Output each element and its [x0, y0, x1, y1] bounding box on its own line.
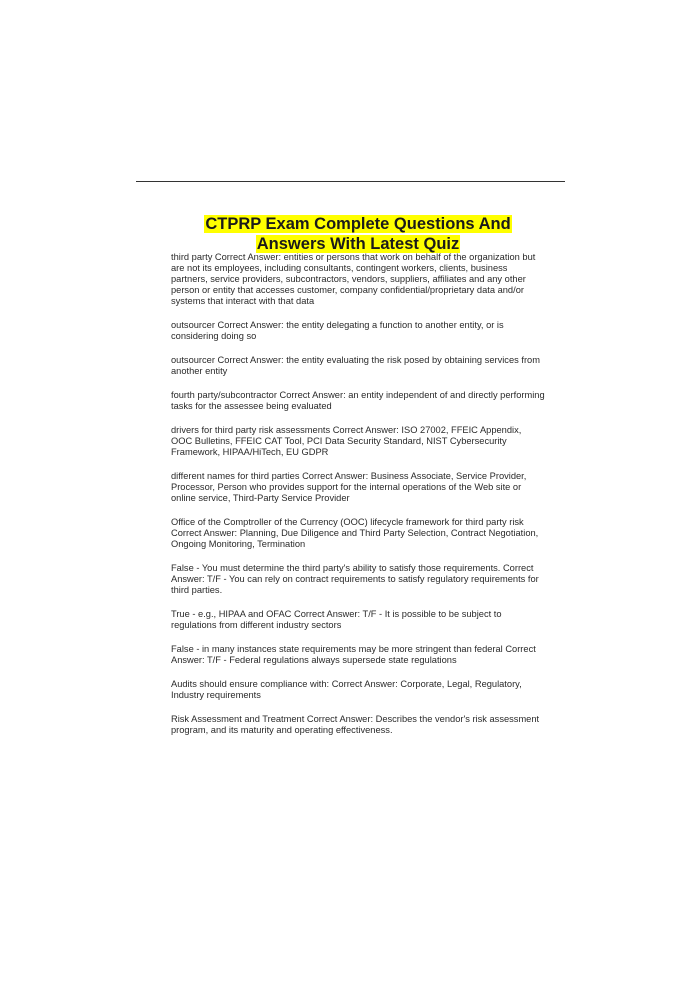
qa-entry: different names for third parties Correct Answer: Business Associate, Service Provider, Processor, Person who provides support for the internal operations of the Web site or online service, Third-Party Service Provider [171, 471, 527, 503]
qa-entry: False - You must determine the third party's ability to satisfy those requirements. Correct Answer: T/F - You can rely on contract requirements to satisfy regulatory requirements for third parties. [171, 563, 539, 595]
qa-entry: outsourcer Correct Answer: the entity delegating a function to another entity, or is considering doing so [171, 320, 504, 341]
qa-entry: Office of the Comptroller of the Currency (OOC) lifecycle framework for third party risk Correct Answer: Planning, Due Diligence and Third Party Selection, Contract Negotiation, Ongoing Monitoring, Termination [171, 517, 539, 549]
qa-entry: Risk Assessment and Treatment Correct Answer: Describes the vendor's risk assessment program, and its maturity and operating effectiveness. [171, 714, 540, 735]
page-title: CTPRP Exam Complete Questions And Answers With Latest Quiz [205, 215, 511, 253]
qa-entry: fourth party/subcontractor Correct Answer: an entity independent of and directly performing tasks for the assessee being evaluated [171, 390, 545, 411]
qa-entry: False - in many instances state requirements may be more stringent than federal Correct Answer: T/F - Federal regulations always supersede state regulations [171, 644, 536, 665]
qa-entry: True - e.g., HIPAA and OFAC Correct Answer: T/F - It is possible to be subject to regulations from different industry sectors [171, 609, 502, 630]
qa-entry: drivers for third party risk assessments Correct Answer: ISO 27002, FFEIC Appendix, OOC Bulletins, FFEIC CAT Tool, PCI Data Security Standard, NIST Cybersecurity Framework, HIPAA/HiTech, EU GDPR [171, 425, 522, 457]
qa-entry: third party Correct Answer: entities or persons that work on behalf of the organization but are not its employees, including consultants, contingent workers, clients, business partners, service providers, subcontractors, vendors, suppliers, affiliates and any other person or entity that accesses customer, company confidential/proprietary data and/or systems that interact with that data [171, 252, 536, 306]
title-block [170, 214, 546, 254]
qa-entry: outsourcer Correct Answer: the entity evaluating the risk posed by obtaining services from another entity [171, 355, 540, 376]
header-rule [136, 181, 565, 182]
qa-list [171, 252, 545, 749]
qa-entry: Audits should ensure compliance with: Correct Answer: Corporate, Legal, Regulatory, Industry requirements [171, 679, 522, 700]
